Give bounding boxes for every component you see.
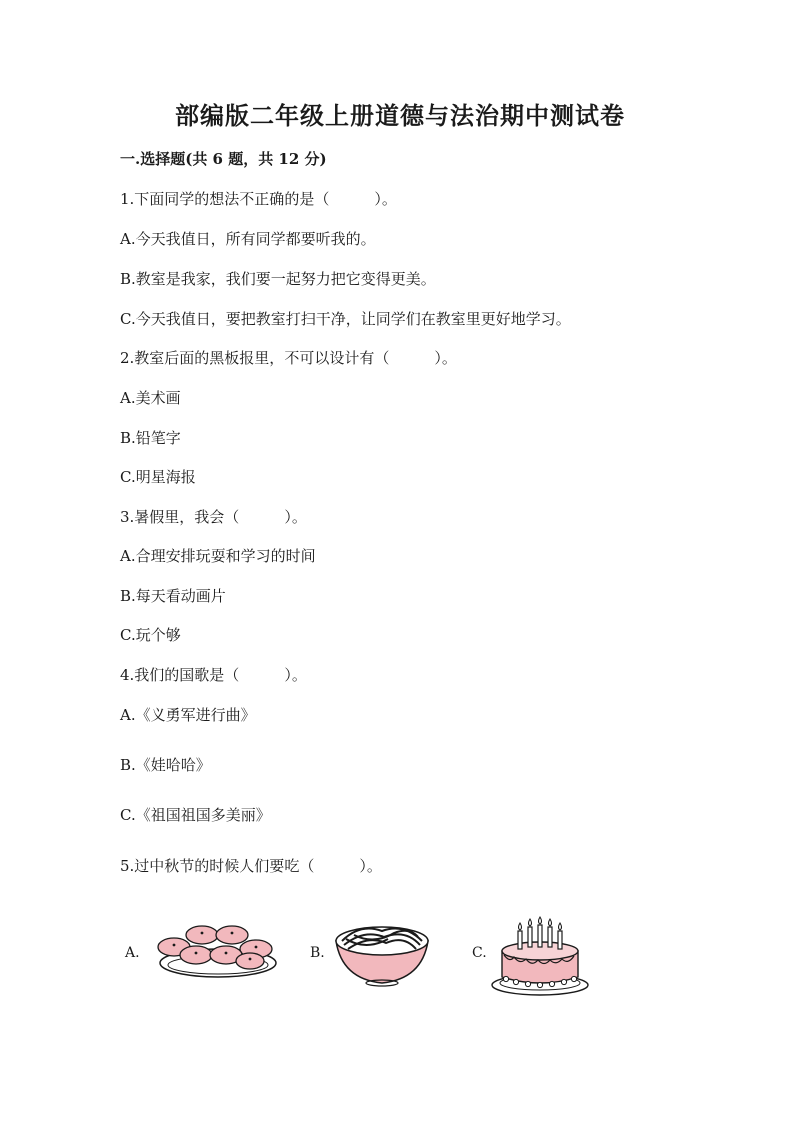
noodle-bowl-icon[interactable] xyxy=(330,913,434,989)
section-heading: 一.选择题(共 6 题，共 12 分) xyxy=(120,150,327,168)
question-3-option-a[interactable]: A.合理安排玩耍和学习的时间 xyxy=(120,547,316,565)
question-2-option-b[interactable]: B.铅笔字 xyxy=(120,429,181,447)
question-1-option-c[interactable]: C.今天我值日，要把教室打扫干净，让同学们在教室里更好地学习。 xyxy=(120,310,571,328)
question-4-option-a[interactable]: A.《义勇军进行曲》 xyxy=(120,706,256,724)
question-3-stem: 3.暑假里，我会（ ）。 xyxy=(120,508,307,526)
question-2-option-c[interactable]: C.明星海报 xyxy=(120,468,196,486)
birthday-cake-icon[interactable] xyxy=(488,905,592,1001)
question-2-option-a[interactable]: A.美术画 xyxy=(120,389,181,407)
question-2-stem: 2.教室后面的黑板报里，不可以设计有（ ）。 xyxy=(120,349,457,367)
question-1-option-a[interactable]: A.今天我值日，所有同学都要听我的。 xyxy=(120,230,376,248)
question-1-stem: 1.下面同学的想法不正确的是（ ）。 xyxy=(120,190,397,208)
question-5-option-b-label[interactable]: B. xyxy=(310,945,325,961)
question-1-option-b[interactable]: B.教室是我家，我们要一起努力把它变得更美。 xyxy=(120,270,436,288)
question-4-option-c[interactable]: C.《祖国祖国多美丽》 xyxy=(120,806,271,824)
question-3-option-b[interactable]: B.每天看动画片 xyxy=(120,587,226,605)
question-4-stem: 4.我们的国歌是（ ）。 xyxy=(120,666,307,684)
question-4-option-b[interactable]: B.《娃哈哈》 xyxy=(120,756,211,774)
question-5-option-a-label[interactable]: A. xyxy=(125,945,140,961)
mooncake-plate-icon[interactable] xyxy=(152,913,282,985)
question-3-option-c[interactable]: C.玩个够 xyxy=(120,626,181,644)
question-5-picture-options xyxy=(120,905,620,1005)
question-5-stem: 5.过中秋节的时候人们要吃（ ）。 xyxy=(120,857,382,875)
question-5-option-c-label[interactable]: C. xyxy=(472,945,487,961)
page-title: 部编版二年级上册道德与法治期中测试卷 xyxy=(175,101,625,130)
